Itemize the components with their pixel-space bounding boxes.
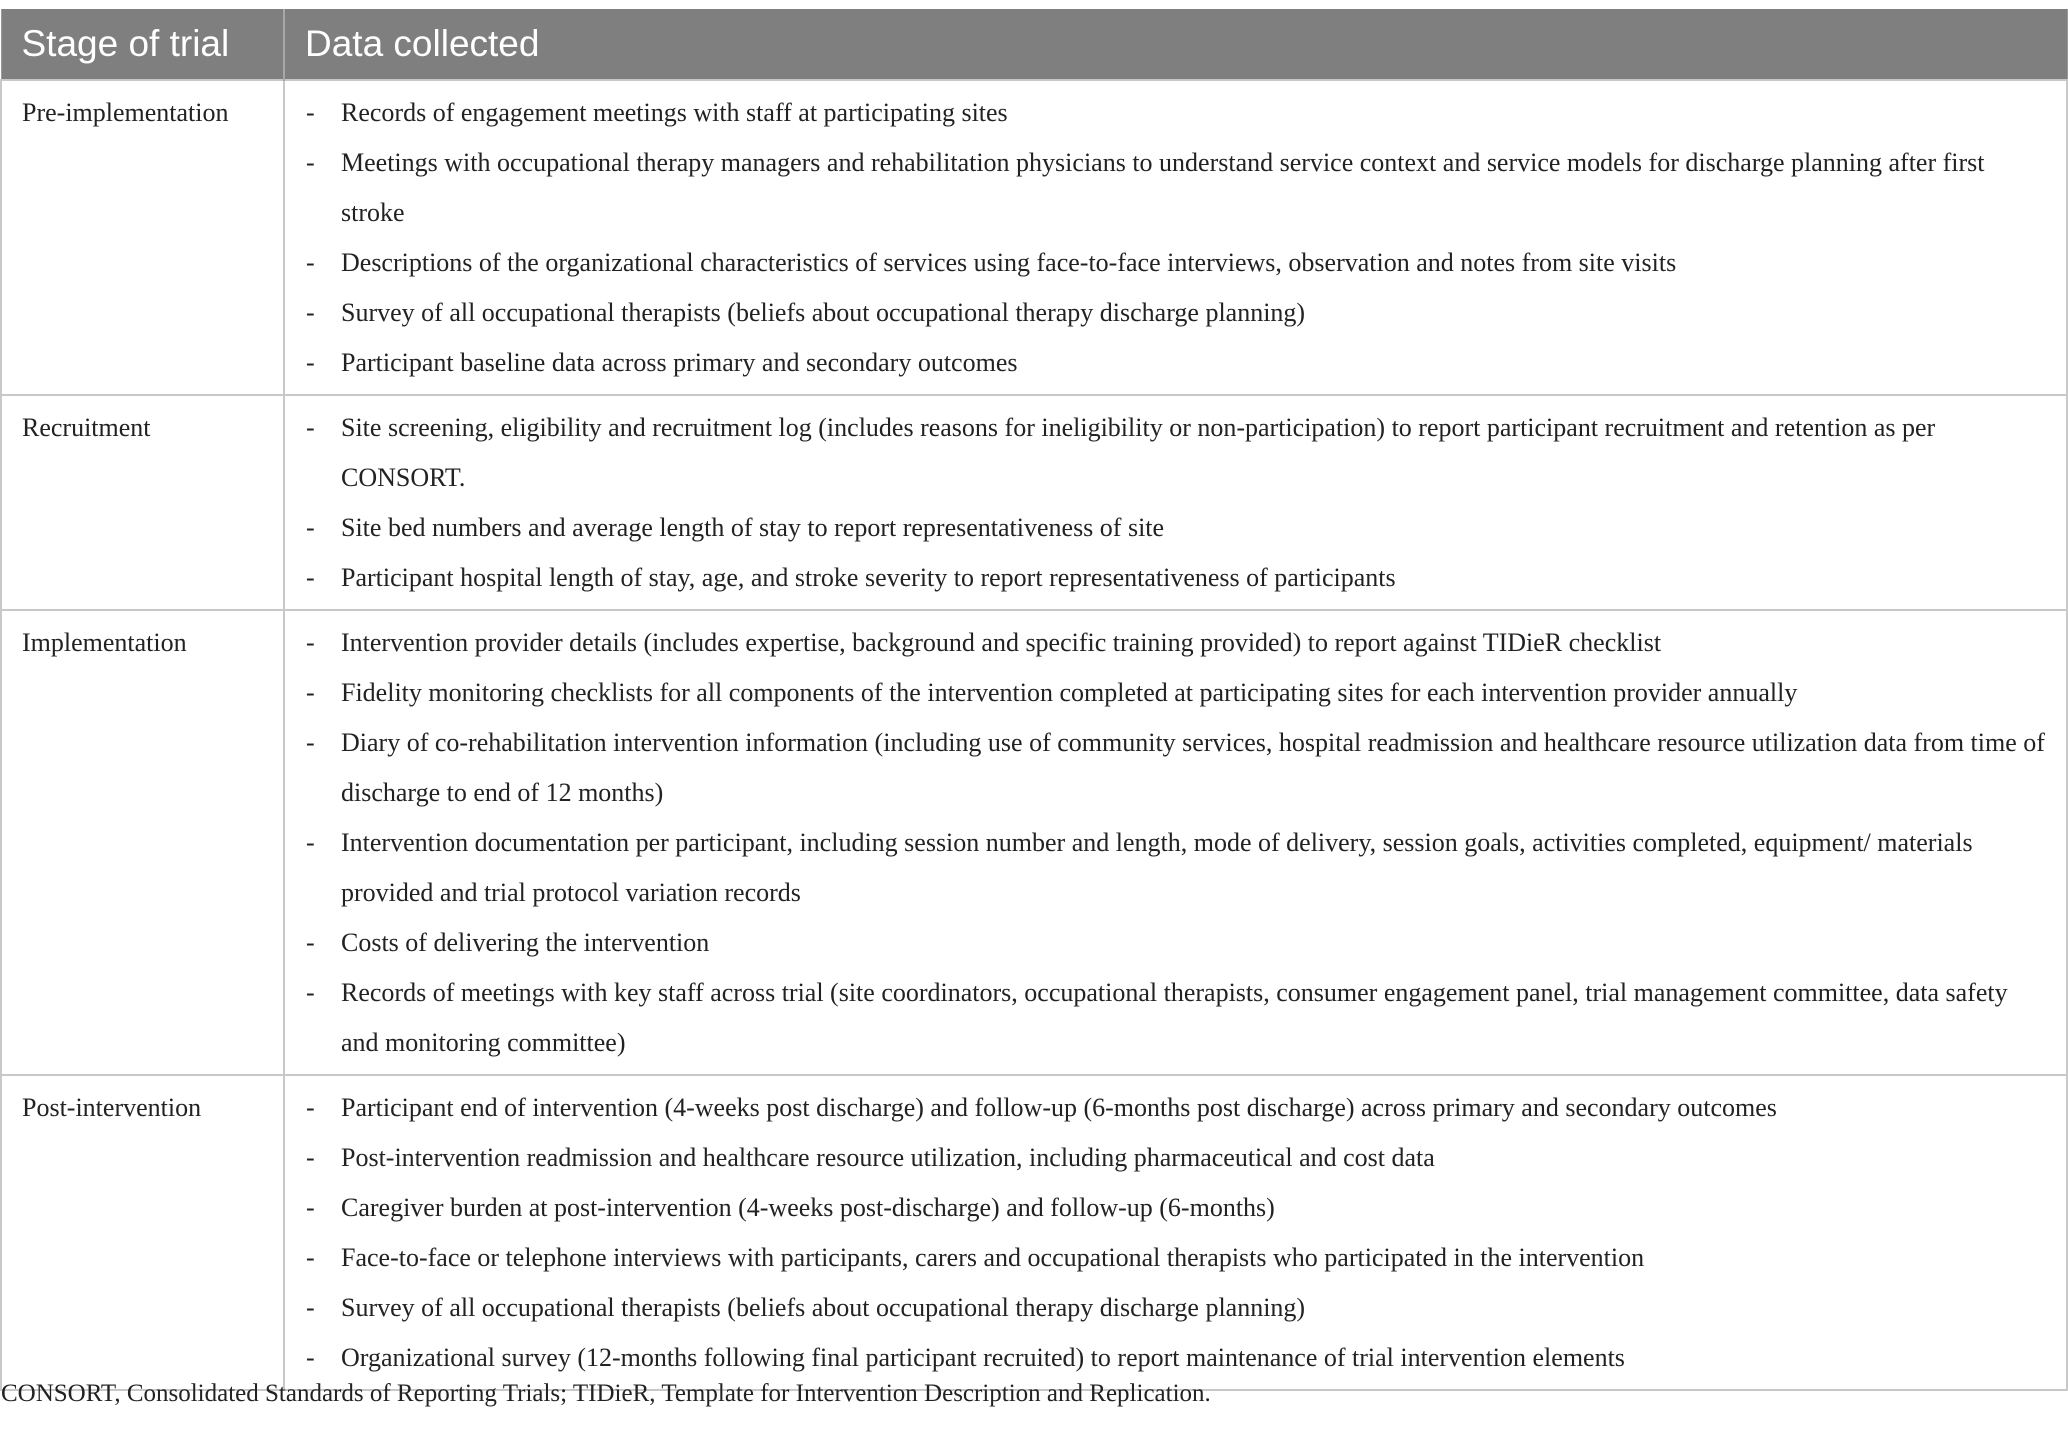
list-item-text: Participant baseline data across primary and secondary outcomes: [341, 348, 1018, 377]
header-data-collected: Data collected: [284, 9, 2067, 80]
list-item: [285, 818, 2046, 918]
list-item: [285, 718, 2046, 818]
list-item: [285, 668, 2046, 718]
stage-cell: Post-intervention: [1, 1075, 284, 1390]
dash-bullet-icon: -: [306, 728, 315, 757]
data-item-list: [285, 618, 2046, 1068]
list-item-text: Site screening, eligibility and recruitment log (includes reasons for ineligibility or non-participation) to report participant recruitment and retention as per CONSORT.: [341, 413, 1936, 492]
list-item-text: Intervention documentation per participant, including session number and length, mode of delivery, session goals, activities completed, equipment/ materials provided and trial protocol variation records: [341, 828, 1973, 907]
list-item: [285, 238, 2046, 288]
list-item: [285, 918, 2046, 968]
stage-cell: Pre-implementation: [1, 80, 284, 395]
data-collected-cell: [284, 80, 2067, 395]
list-item: [285, 288, 2046, 338]
list-item-text: Site bed numbers and average length of stay to report representativeness of site: [341, 513, 1165, 542]
stage-cell: Recruitment: [1, 395, 284, 610]
stage-cell: Implementation: [1, 610, 284, 1075]
list-item-text: Meetings with occupational therapy managers and rehabilitation physicians to understand service context and service models for discharge planning after first stroke: [341, 148, 1985, 227]
dash-bullet-icon: -: [306, 928, 315, 957]
list-item: [285, 1133, 2046, 1183]
dash-bullet-icon: -: [306, 1343, 315, 1372]
list-item: [285, 553, 2046, 603]
list-item: [285, 1233, 2046, 1283]
table-body: [1, 80, 2067, 1390]
table-row: [1, 1075, 2067, 1390]
list-item-text: Descriptions of the organizational characteristics of services using face-to-face interviews, observation and notes from site visits: [341, 248, 1677, 277]
dash-bullet-icon: -: [306, 1243, 315, 1272]
list-item-text: Survey of all occupational therapists (beliefs about occupational therapy discharge planning): [341, 298, 1306, 327]
list-item-text: Post-intervention readmission and healthcare resource utilization, including pharmaceutical and cost data: [341, 1143, 1435, 1172]
list-item: [285, 338, 2046, 388]
table-row: [1, 80, 2067, 395]
dash-bullet-icon: -: [306, 563, 315, 592]
list-item-text: Diary of co-rehabilitation intervention information (including use of community services, hospital readmission and healthcare resource utilization data from time of discharge to end of 12 months): [341, 728, 2045, 807]
list-item-text: Intervention provider details (includes expertise, background and specific training provided) to report against TIDieR checklist: [341, 628, 1662, 657]
data-collected-cell: [284, 1075, 2067, 1390]
dash-bullet-icon: -: [306, 513, 315, 542]
data-item-list: [285, 88, 2046, 388]
table-row: [1, 610, 2067, 1075]
dash-bullet-icon: -: [306, 348, 315, 377]
list-item: [285, 1183, 2046, 1233]
list-item-text: Records of engagement meetings with staff at participating sites: [341, 98, 1008, 127]
dash-bullet-icon: -: [306, 978, 315, 1007]
table-footnote: CONSORT, Consolidated Standards of Reporting Trials; TIDieR, Template for Intervention Description and Replication.: [1, 1380, 1211, 1407]
data-collected-cell: [284, 610, 2067, 1075]
list-item-text: Participant end of intervention (4-weeks post discharge) and follow-up (6-months post discharge) across primary and secondary outcomes: [341, 1093, 1777, 1122]
dash-bullet-icon: -: [306, 298, 315, 327]
dash-bullet-icon: -: [306, 413, 315, 442]
list-item-text: Organizational survey (12-months following final participant recruited) to report maintenance of trial intervention elements: [341, 1343, 1625, 1372]
data-collection-table-wrapper: [0, 9, 2066, 1391]
list-item-text: Caregiver burden at post-intervention (4-weeks post-discharge) and follow-up (6-months): [341, 1193, 1275, 1222]
list-item-text: Records of meetings with key staff across trial (site coordinators, occupational therapists, consumer engagement panel, trial management committee, data safety and monitoring committee): [341, 978, 2008, 1057]
list-item-text: Fidelity monitoring checklists for all components of the intervention completed at participating sites for each intervention provider annually: [341, 678, 1798, 707]
list-item: [285, 1333, 2046, 1383]
dash-bullet-icon: -: [306, 1293, 315, 1322]
list-item: [285, 618, 2046, 668]
list-item: [285, 403, 2046, 503]
list-item: [285, 503, 2046, 553]
list-item: [285, 1283, 2046, 1333]
data-item-list: [285, 403, 2046, 603]
list-item: [285, 138, 2046, 238]
header-stage-of-trial: Stage of trial: [1, 9, 284, 80]
table-row: [1, 395, 2067, 610]
dash-bullet-icon: -: [306, 148, 315, 177]
list-item-text: Survey of all occupational therapists (beliefs about occupational therapy discharge planning): [341, 1293, 1306, 1322]
dash-bullet-icon: -: [306, 1193, 315, 1222]
list-item-text: Participant hospital length of stay, age, and stroke severity to report representativeness of participants: [341, 563, 1396, 592]
dash-bullet-icon: -: [306, 248, 315, 277]
dash-bullet-icon: -: [306, 678, 315, 707]
list-item-text: Costs of delivering the intervention: [341, 928, 710, 957]
dash-bullet-icon: -: [306, 1143, 315, 1172]
list-item: [285, 1083, 2046, 1133]
dash-bullet-icon: -: [306, 828, 315, 857]
table-header: [1, 9, 2067, 80]
dash-bullet-icon: -: [306, 1093, 315, 1122]
list-item: [285, 88, 2046, 138]
list-item: [285, 968, 2046, 1068]
dash-bullet-icon: -: [306, 98, 315, 127]
data-collected-cell: [284, 395, 2067, 610]
data-collection-table: [0, 9, 2068, 1391]
data-item-list: [285, 1083, 2046, 1383]
dash-bullet-icon: -: [306, 628, 315, 657]
list-item-text: Face-to-face or telephone interviews with participants, carers and occupational therapists who participated in the intervention: [341, 1243, 1645, 1272]
header-row: [1, 9, 2067, 80]
